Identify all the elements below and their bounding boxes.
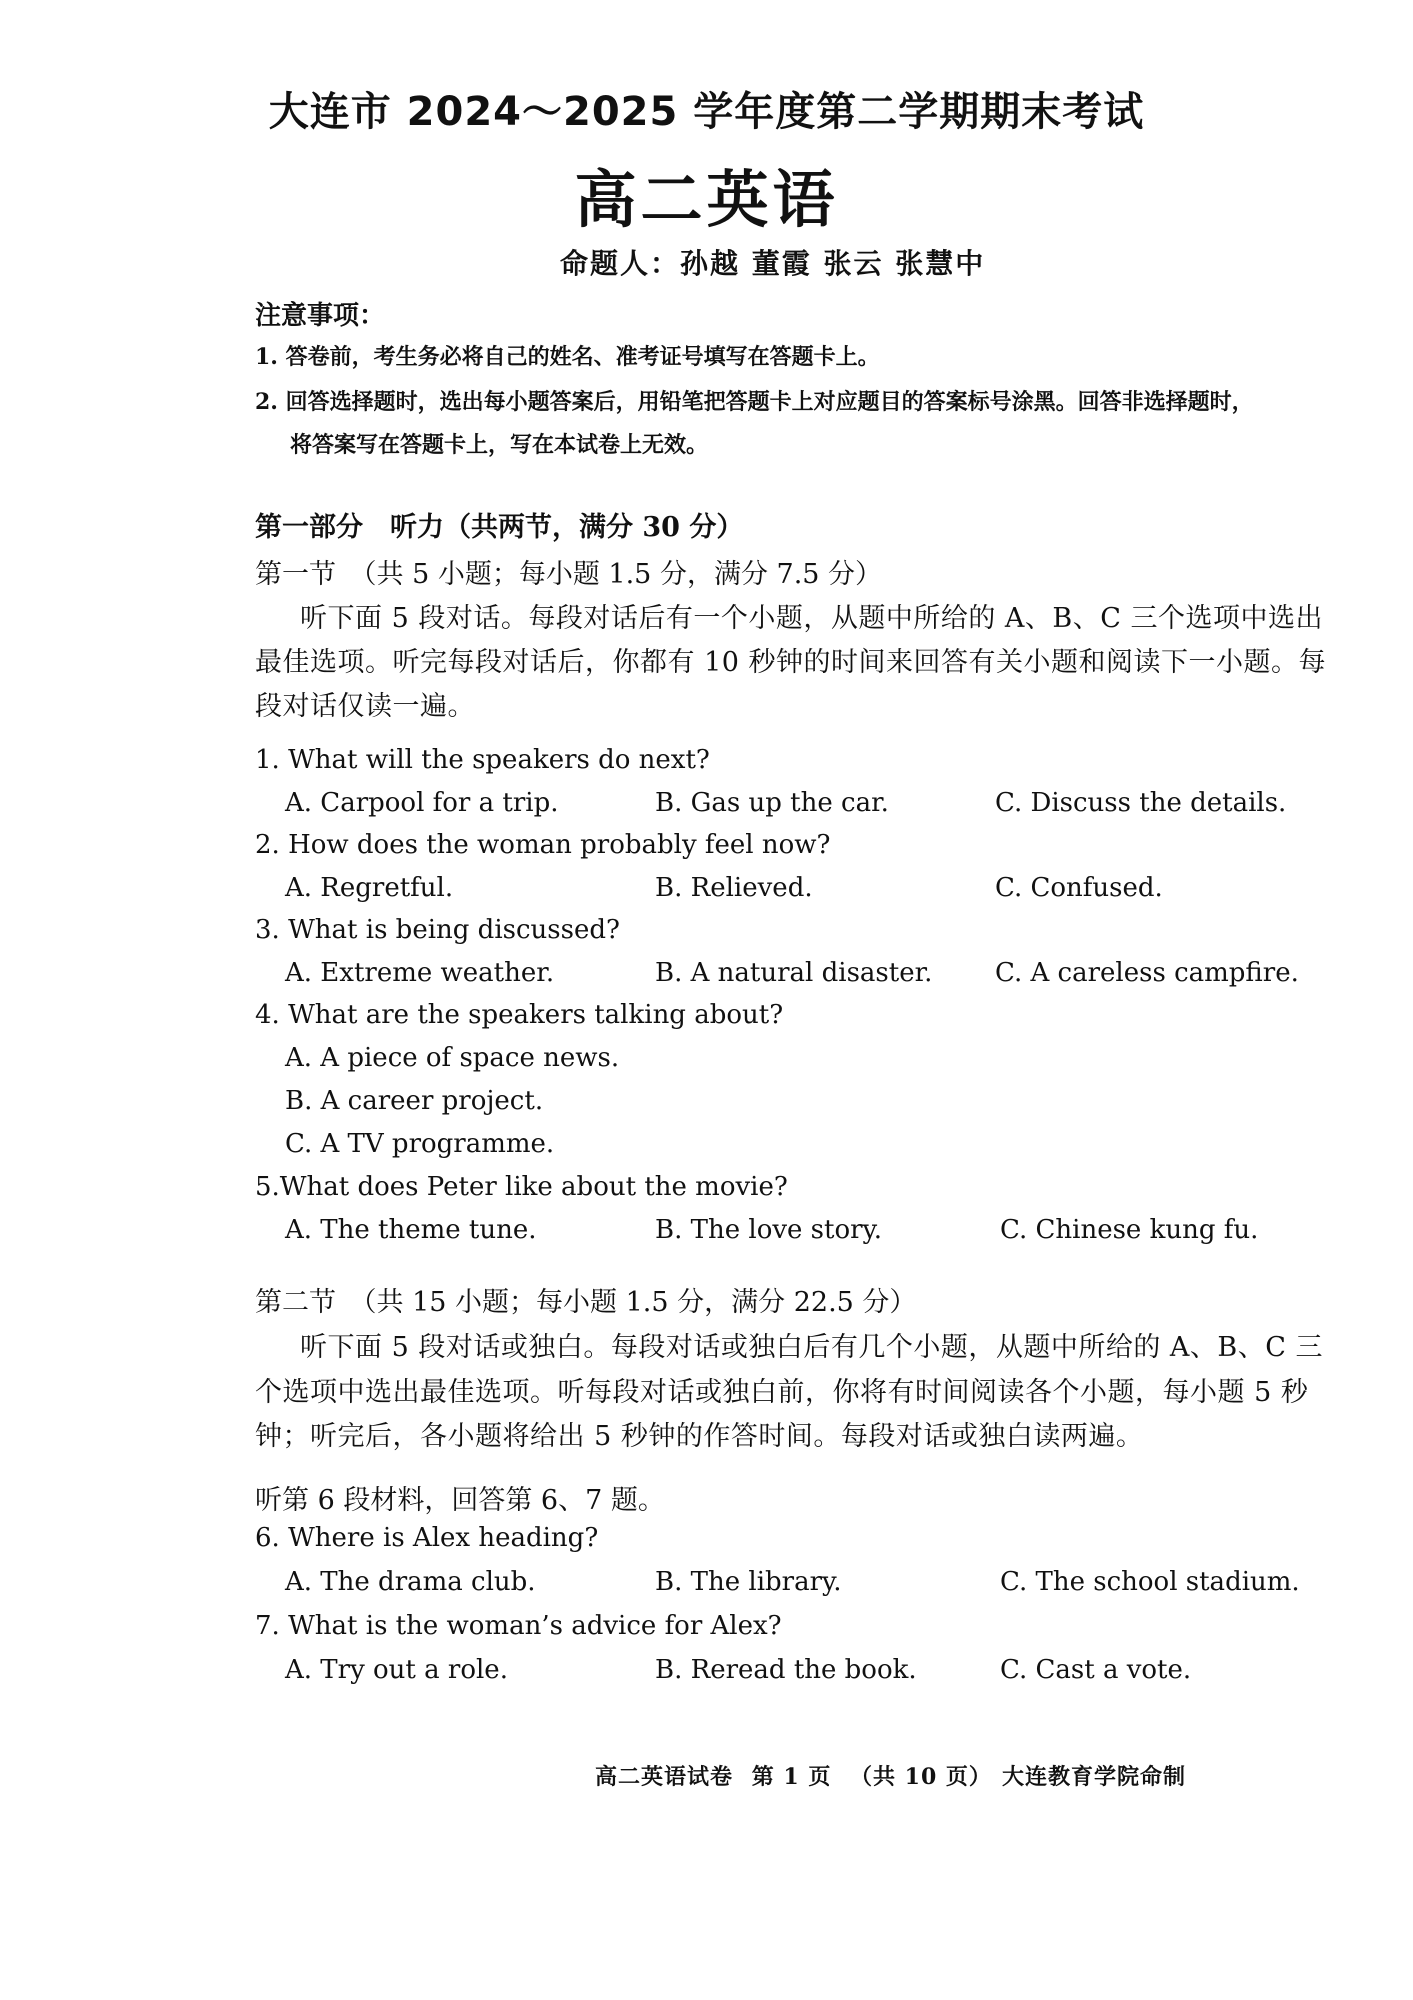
- q5-option-a: A. The theme tune.: [285, 1215, 537, 1245]
- q2-option-c: C. Confused.: [995, 873, 1163, 903]
- q2-option-b: B. Relieved.: [655, 873, 813, 903]
- question-6: 6. Where is Alex heading?: [255, 1523, 599, 1553]
- notes-title: 注意事项：: [255, 301, 386, 331]
- q3-option-b: B. A natural disaster.: [655, 958, 933, 988]
- page-footer: [595, 1760, 1196, 1791]
- question-4: 4. What are the speakers talking about?: [255, 1000, 784, 1030]
- q2-option-a: A. Regretful.: [285, 873, 454, 903]
- q1-option-b: B. Gas up the car.: [655, 788, 889, 818]
- question-2: 2. How does the woman probably feel now?: [255, 830, 831, 860]
- q6-option-a: A. The drama club.: [285, 1567, 536, 1597]
- exam-title: 大连市 2024～2025 学年度第二学期期末考试: [268, 89, 1145, 135]
- q6-option-b: B. The library.: [655, 1567, 842, 1597]
- q7-option-a: A. Try out a role.: [285, 1655, 508, 1685]
- q6-option-c: C. The school stadium.: [1000, 1567, 1300, 1597]
- section2-instructions-line3: 钟；听完后，各小题将给出 5 秒钟的作答时间。每段对话或独白读两遍。: [255, 1421, 1144, 1452]
- question-1: 1. What will the speakers do next?: [255, 745, 710, 775]
- q7-option-b: B. Reread the book.: [655, 1655, 917, 1685]
- q7-option-c: C. Cast a vote.: [1000, 1655, 1192, 1685]
- q3-option-a: A. Extreme weather.: [285, 958, 555, 988]
- section1-instructions-line3: 段对话仅读一遍。: [255, 691, 475, 722]
- footer-page-total: （共 10 页）: [850, 1764, 992, 1790]
- q4-option-c: C. A TV programme.: [285, 1129, 555, 1159]
- material-6-heading: 听第 6 段材料，回答第 6、7 题。: [255, 1485, 665, 1516]
- question-7: 7. What is the woman’s advice for Alex?: [255, 1611, 782, 1641]
- section2-instructions-line2: 个选项中选出最佳选项。听每段对话或独白前，你将有时间阅读各个小题，每小题 5 秒: [255, 1377, 1309, 1408]
- section2-heading: 第二节 （共 15 小题；每小题 1.5 分，满分 22.5 分）: [255, 1287, 917, 1318]
- q3-option-c: C. A careless campfire.: [995, 958, 1299, 988]
- question-3: 3. What is being discussed?: [255, 915, 620, 945]
- exam-authors: 命题人：孙越 董霞 张云 张慧中: [560, 247, 986, 280]
- section1-instructions-line2: 最佳选项。听完每段对话后，你都有 10 秒钟的时间来回答有关小题和阅读下一小题。每: [255, 647, 1327, 678]
- footer-exam-name: 高二英语试卷: [595, 1764, 734, 1790]
- footer-issuer: 大连教育学院命制: [1001, 1764, 1186, 1790]
- section1-instructions-line1: 听下面 5 段对话。每段对话后有一个小题，从题中所给的 A、B、C 三个选项中选出: [300, 603, 1324, 634]
- question-5: 5.What does Peter like about the movie?: [255, 1172, 788, 1202]
- q5-option-c: C. Chinese kung fu.: [1000, 1215, 1259, 1245]
- q4-option-a: A. A piece of space news.: [285, 1043, 620, 1073]
- q5-option-b: B. The love story.: [655, 1215, 883, 1245]
- q1-option-a: A. Carpool for a trip.: [285, 788, 559, 818]
- footer-page-number: 第 1 页: [751, 1764, 832, 1790]
- section1-heading: 第一节 （共 5 小题；每小题 1.5 分，满分 7.5 分）: [255, 559, 883, 590]
- exam-subject: 高二英语: [574, 163, 839, 236]
- note-item-1: 1. 答卷前，考生务必将自己的姓名、准考证号填写在答题卡上。: [255, 344, 880, 370]
- section2-instructions-line1: 听下面 5 段对话或独白。每段对话或独白后有几个小题，从题中所给的 A、B、C 三: [300, 1332, 1324, 1363]
- note-item-2: 2. 回答选择题时，选出每小题答案后，用铅笔把答题卡上对应题目的答案标号涂黑。回答非选择题时，: [255, 389, 1254, 415]
- part1-heading: 第一部分 听力（共两节，满分 30 分）: [255, 512, 744, 543]
- q1-option-c: C. Discuss the details.: [995, 788, 1287, 818]
- note-item-2-cont: 将答案写在答题卡上，写在本试卷上无效。: [290, 432, 709, 458]
- q4-option-b: B. A career project.: [285, 1086, 544, 1116]
